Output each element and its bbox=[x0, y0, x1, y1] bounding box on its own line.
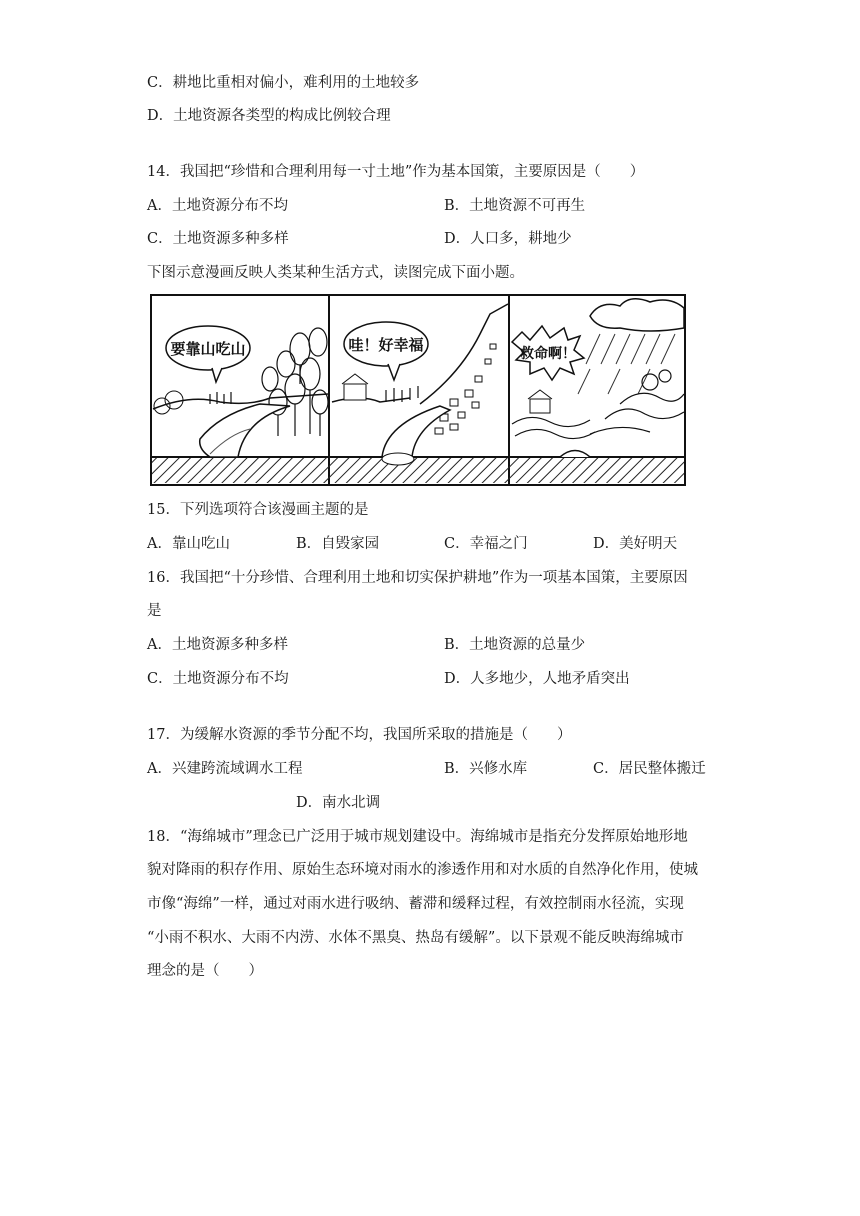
q16-stem-line1: 16．我国把“十分珍惜、合理利用土地和切实保护耕地”作为一项基本国策，主要原因 bbox=[147, 570, 688, 586]
q16-option-d: D．人多地少，人地矛盾突出 bbox=[444, 671, 630, 687]
q14-stem: 14．我国把“珍惜和合理利用每一寸土地”作为基本国策，主要原因是（ ） bbox=[147, 164, 645, 180]
q15-option-b: B．自毁家园 bbox=[296, 536, 380, 552]
comic-panel-3-speech: 救命啊！ bbox=[520, 346, 576, 362]
q15-option-a: A．靠山吃山 bbox=[147, 536, 230, 552]
comic-panel-2-speech: 哇！好幸福 bbox=[348, 336, 424, 354]
q17-option-d: D．南水北调 bbox=[296, 795, 381, 811]
q17-option-b: B．兴修水库 bbox=[444, 761, 528, 777]
q15-option-c: C．幸福之门 bbox=[444, 536, 528, 552]
q14-option-b: B．土地资源不可再生 bbox=[444, 198, 586, 214]
comic-panel-1-speech: 要靠山吃山 bbox=[170, 340, 246, 358]
q18-stem-line3: 市像“海绵”一样，通过对雨水进行吸纳、蓄滞和缓释过程，有效控制雨水径流，实现 bbox=[147, 896, 684, 912]
q14-option-a: A．土地资源分布不均 bbox=[147, 198, 288, 214]
q17-option-a: A．兴建跨流域调水工程 bbox=[147, 761, 303, 777]
q15-option-d: D．美好明天 bbox=[593, 536, 678, 552]
q16-option-c: C．土地资源分布不均 bbox=[147, 671, 289, 687]
q17-option-c: C．居民整体搬迁 bbox=[593, 761, 706, 777]
q18-stem-line1: 18．“海绵城市”理念已广泛用于城市规划建设中。海绵城市是指充分发挥原始地形地 bbox=[147, 829, 688, 845]
q15-stem: 15．下列选项符合该漫画主题的是 bbox=[147, 502, 369, 518]
q18-stem-line5: 理念的是（ ） bbox=[147, 963, 263, 979]
q14-option-d: D．人口多，耕地少 bbox=[444, 231, 572, 247]
q18-stem-line4: “小雨不积水、大雨不内涝、水体不黑臭、热岛有缓解”。以下景观不能反映海绵城市 bbox=[147, 930, 684, 946]
q16-option-a: A．土地资源多种多样 bbox=[147, 637, 288, 653]
comic-intro: 下图示意漫画反映人类某种生活方式，读图完成下面小题。 bbox=[147, 265, 524, 281]
prev-option-d: D．土地资源各类型的构成比例较合理 bbox=[147, 108, 391, 124]
q16-option-b: B．土地资源的总量少 bbox=[444, 637, 586, 653]
prev-option-c: C．耕地比重相对偏小，难利用的土地较多 bbox=[147, 75, 420, 91]
q14-option-c: C．土地资源多种多样 bbox=[147, 231, 289, 247]
q17-stem: 17．为缓解水资源的季节分配不均，我国所采取的措施是（ ） bbox=[147, 727, 572, 743]
comic-illustration bbox=[150, 294, 686, 486]
q18-stem-line2: 貌对降雨的积存作用、原始生态环境对雨水的渗透作用和对水质的自然净化作用，使城 bbox=[147, 862, 698, 878]
q16-stem-line2: 是 bbox=[147, 603, 162, 619]
